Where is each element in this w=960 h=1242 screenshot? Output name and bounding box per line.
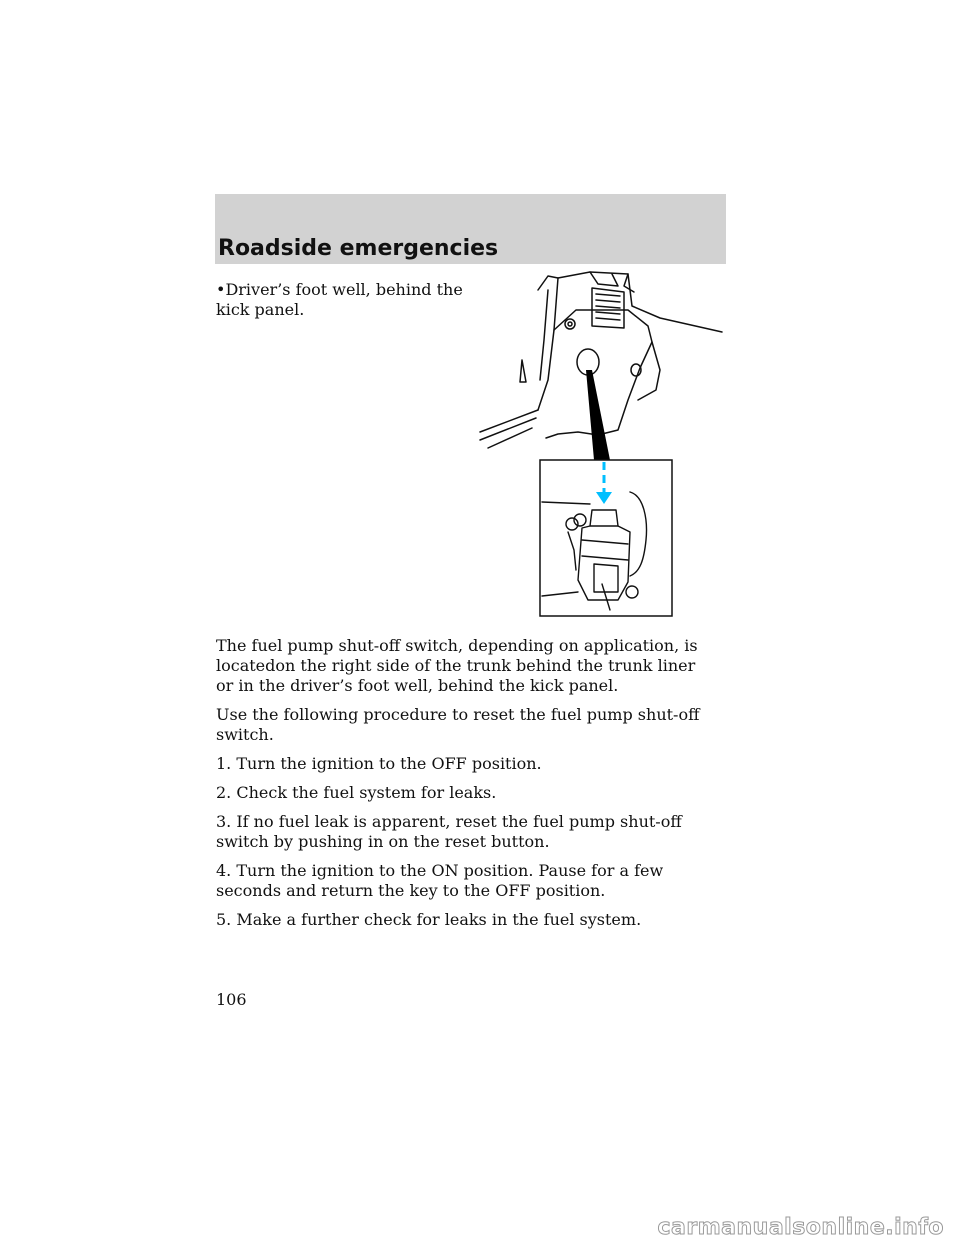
paragraph-procedure-intro: Use the following procedure to reset the fuel pump shut-off switch.: [216, 705, 700, 744]
section-title: Roadside emergencies: [218, 236, 499, 261]
page-number: 106: [216, 990, 247, 1009]
step-3: 3. If no fuel leak is apparent, reset the fuel pump shut-off switch by pushing in on the reset button.: [216, 812, 682, 851]
body-text: [216, 636, 716, 939]
fuel-pump-switch-illustration: [478, 270, 730, 620]
paragraph-location: The fuel pump shut-off switch, depending on application, is locatedon the right side of the trunk behind the trunk liner or in the driver’s foot well, behind the kick panel.: [216, 636, 698, 695]
step-1: 1. Turn the ignition to the OFF position.: [216, 754, 542, 773]
watermark-text: carmanualsonline.info: [657, 1215, 944, 1240]
step-4: 4. Turn the ignition to the ON position. Pause for a few seconds and return the key to the OFF position.: [216, 861, 664, 900]
footer-watermark: [0, 1204, 960, 1242]
step-5: 5. Make a further check for leaks in the fuel system.: [216, 910, 642, 929]
step-2: 2. Check the fuel system for leaks.: [216, 783, 497, 802]
bullet-location: •Driver’s foot well, behind the kick panel.: [216, 280, 463, 319]
